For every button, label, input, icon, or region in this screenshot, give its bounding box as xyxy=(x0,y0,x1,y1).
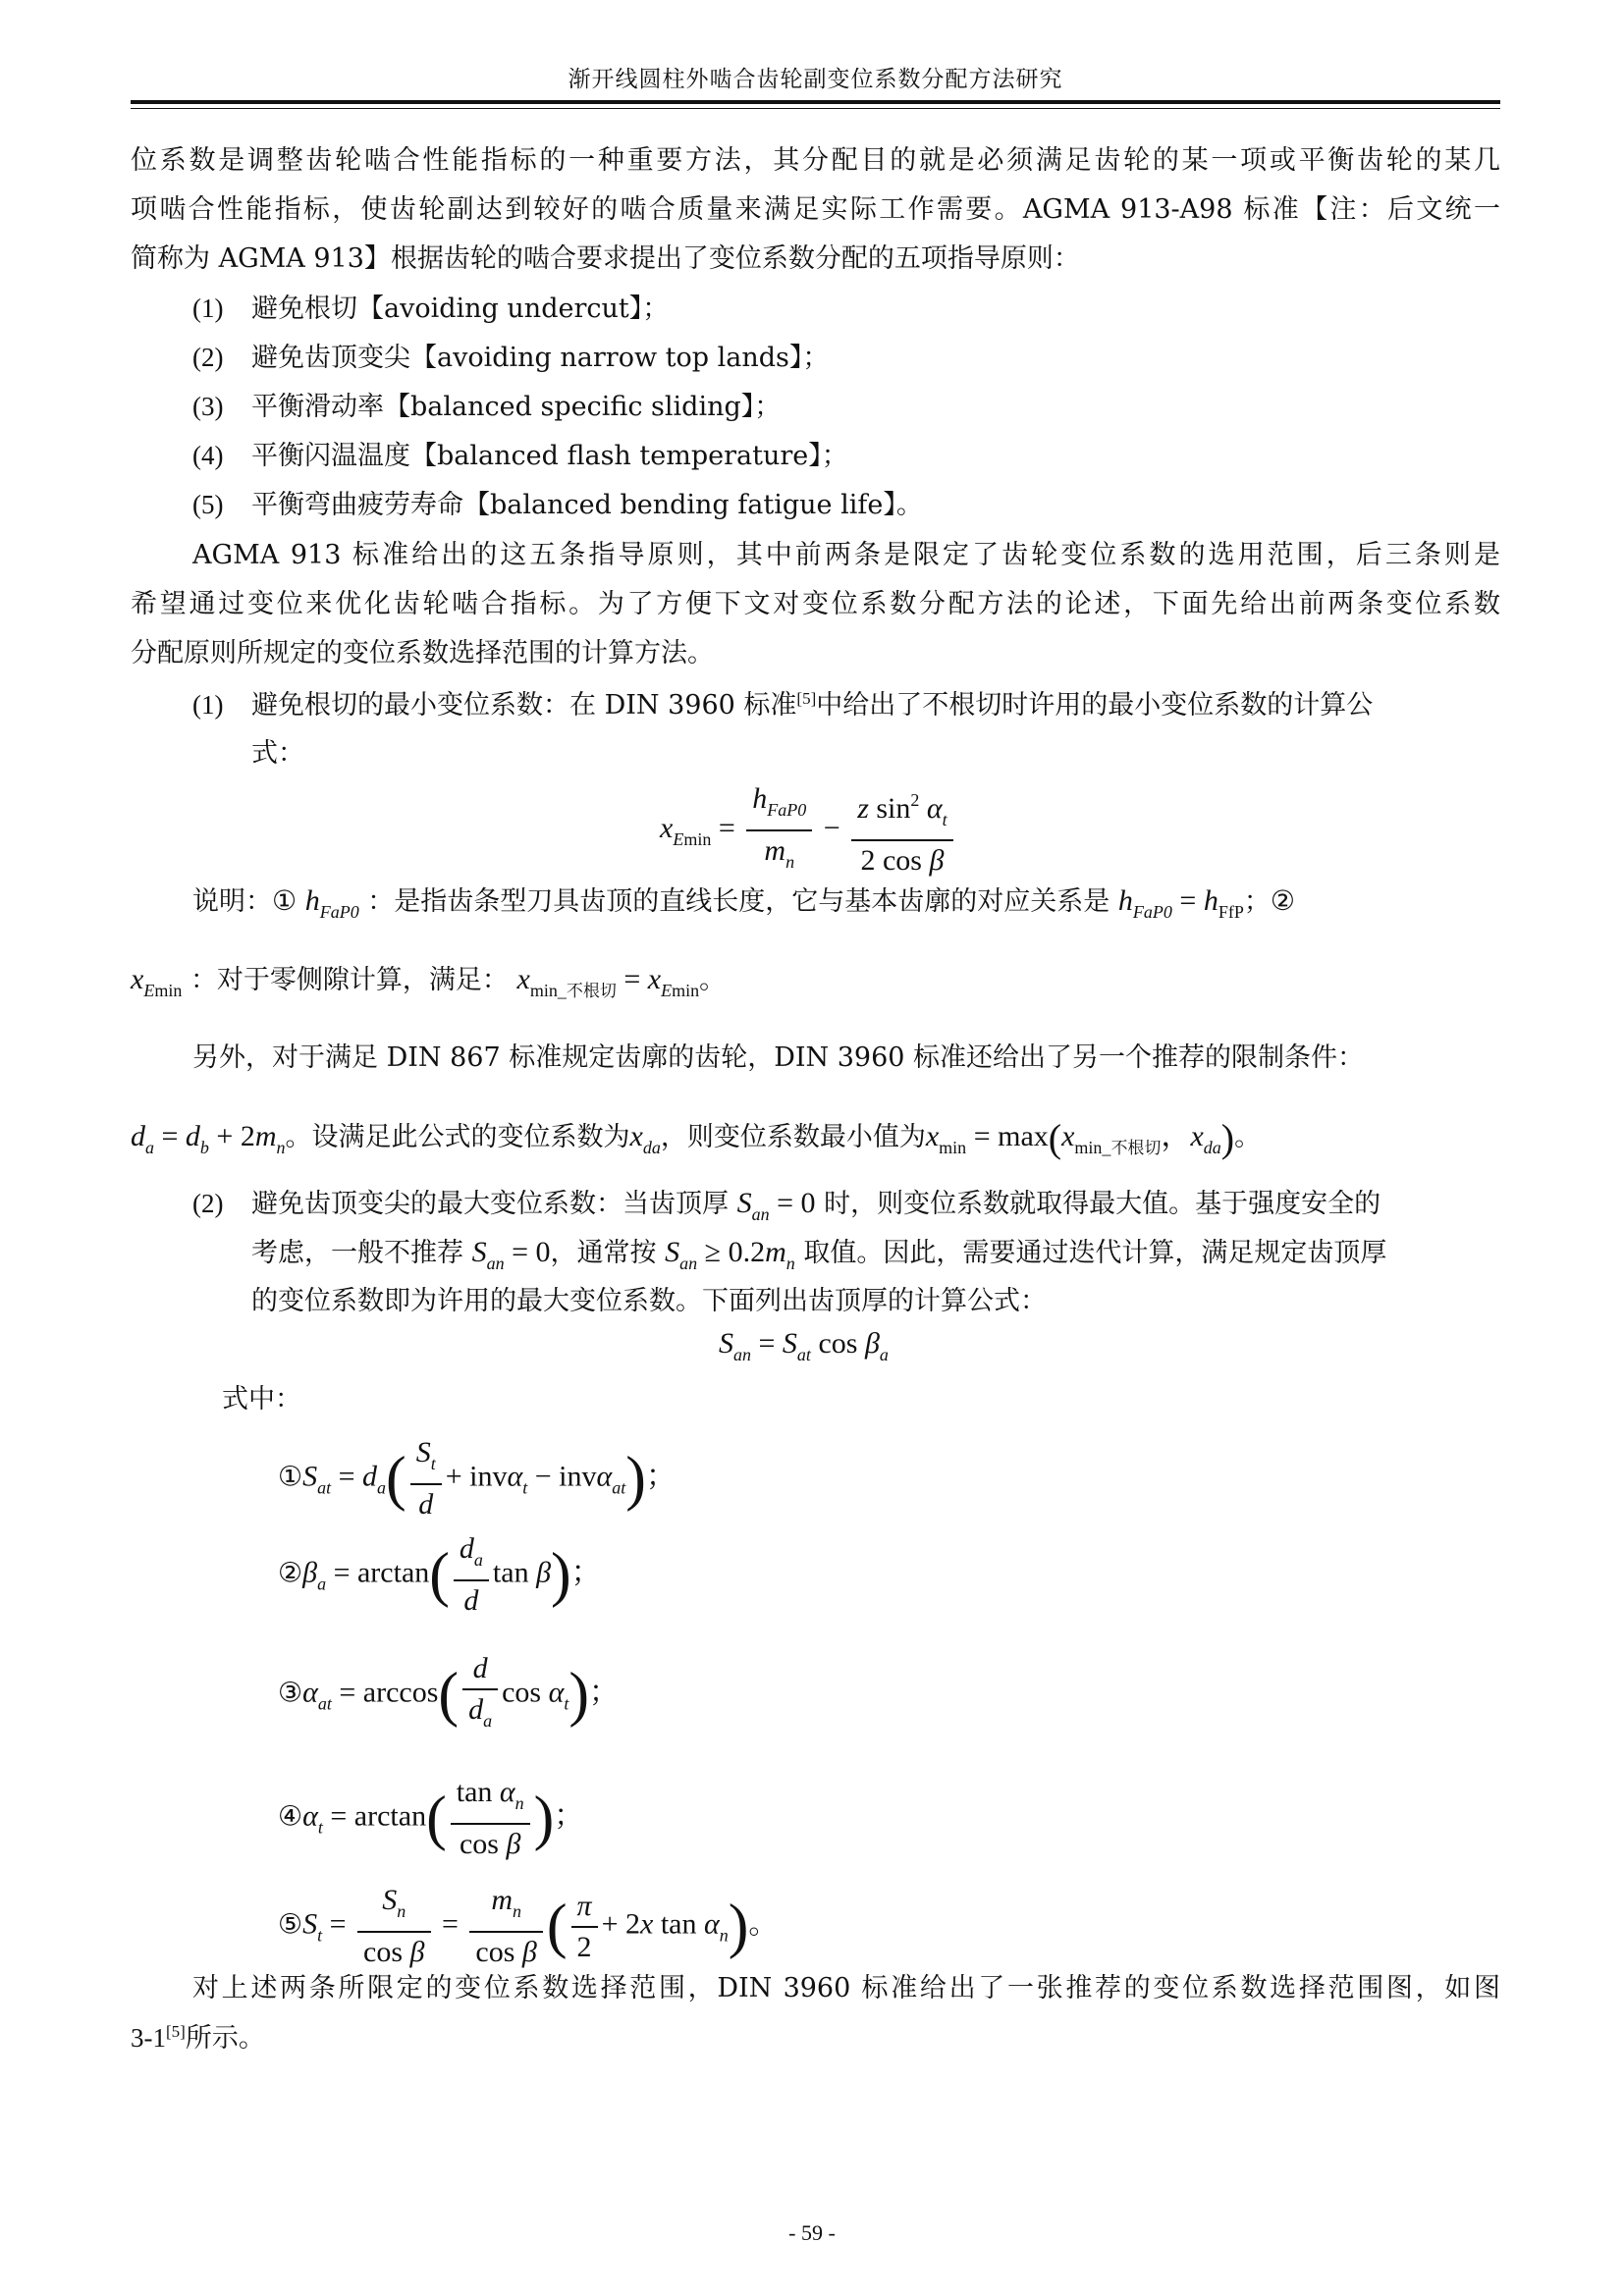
principle-text: 平衡闪温温度【balanced flash temperature】； xyxy=(251,441,848,471)
frac-pi-2: $\frac{\pi}{2}$ xyxy=(571,1889,598,1965)
item2-text-b: 时，则变位系数就取得最大值。基于强度安全的 xyxy=(824,1189,1381,1219)
principle-text: 避免根切【avoiding undercut】； xyxy=(251,294,670,324)
item2-line-2 xyxy=(251,1235,1386,1281)
formula-alpha-t: $④\alpha_t = \arctan$( $\frac{\tan \alpha_n}{\text{cos β}}$ )； xyxy=(278,1776,584,1860)
formula-st: $⑤S_t$ = $\frac{S_n}{\text{cos β}}$ = $\frac{m_n}{\text{cos β}}$ ( $\frac{\pi}{2}$ + 2x $\tan \alpha_n$)。 xyxy=(278,1884,779,1968)
item1-line-1 xyxy=(192,687,1500,723)
circled-mark: ② xyxy=(278,1556,303,1589)
circled-mark: ⑤ xyxy=(278,1907,303,1941)
note-end: 。 xyxy=(699,965,727,995)
note-sep: ； xyxy=(1243,886,1271,917)
frac-d-da: $\frac{d}{d_a}$ xyxy=(462,1651,498,1738)
para3-line-2 xyxy=(131,1116,1262,1166)
intro-line-2: 项啮合性能指标，使齿轮副达到较好的啮合质量来满足实际工作需要。AGMA 913-A98 标准【注：后文统一 xyxy=(131,194,1500,225)
intro-line-1: 位系数是调整齿轮啮合性能指标的一种重要方法，其分配目的就是必须满足齿轮的某一项或平衡齿轮的某几 xyxy=(131,145,1500,176)
where-label: 式中： xyxy=(222,1384,301,1415)
principle-num: (3) xyxy=(192,392,224,421)
principle-num: (2) xyxy=(192,343,224,372)
formula-xemin: $x_{Emin}$ = $\frac{h_{FaP0}}{m_n}$ − $\frac{z \sin^2 \alpha_t}{\text{2 cos β}}$ xyxy=(660,781,957,880)
para2-line-2: 希望通过变位来优化齿轮啮合指标。为了方便下文对变位系数分配方法的论述，下面先给出前两条变位系数 xyxy=(131,589,1500,619)
page-number: - 59 - xyxy=(788,2220,836,2245)
principle-2 xyxy=(192,340,829,376)
item2-text-d: ，通常按 xyxy=(550,1238,657,1268)
principle-num: (4) xyxy=(192,441,224,470)
principle-5 xyxy=(192,487,923,523)
header-rule-thin xyxy=(131,108,1500,109)
item2-text-e: 取值。因此，需要通过迭代计算，满足规定齿顶厚 xyxy=(803,1238,1387,1268)
para2-line-1: AGMA 913 标准给出的这五条指导原则，其中前两条是限定了齿轮变位系数的选用范围，后三条则是 xyxy=(192,540,1500,570)
math-xemin: $x_{Emin}$ xyxy=(131,963,183,1000)
math-xmin-max: $x_{min} = \max(x_{min\_不根切}$，$x_{da}$) xyxy=(925,1116,1235,1161)
math-da-eq: $d_a = d_b + 2m_n$ xyxy=(131,1120,286,1157)
item2-line-1 xyxy=(192,1186,1500,1232)
item1-text-a: 避免根切的最小变位系数：在 DIN 3960 标准 xyxy=(251,690,797,721)
principle-1 xyxy=(192,291,669,327)
principle-text: 平衡滑动率【balanced specific sliding】； xyxy=(251,392,782,422)
closing-text: 所示。 xyxy=(185,2023,265,2054)
frac-tan-cos: $\frac{\tan \alpha_n}{\text{cos β}}$ xyxy=(451,1775,530,1862)
frac-st-d: $\frac{S_t}{d}$ xyxy=(410,1435,442,1522)
circled-mark: ④ xyxy=(278,1799,303,1833)
header-rule-thick xyxy=(131,100,1500,104)
principle-text: 平衡弯曲疲劳寿命【balanced bending fatigue life】。 xyxy=(251,490,923,520)
note1-line-2 xyxy=(131,962,726,1009)
para2-line-3: 分配原则所规定的变位系数选择范围的计算方法。 xyxy=(131,638,714,668)
math-xda: $x_{da}$ xyxy=(629,1120,661,1157)
note-prefix: 说明： xyxy=(192,886,272,917)
note1-line-1 xyxy=(192,883,1500,930)
note-text-1: ：是指齿条型刀具齿顶的直线长度，它与基本齿廓的对应关系是 xyxy=(367,886,1110,917)
math-san-eq-0: $S_{an} = 0$ xyxy=(736,1187,816,1224)
item2-line-3: 的变位系数即为许用的最大变位系数。下面列出齿顶厚的计算公式： xyxy=(251,1286,1047,1316)
closing-line-1: 对上述两条所限定的变位系数选择范围，DIN 3960 标准给出了一张推荐的变位系数选择范围图，如图 xyxy=(192,1973,1500,2003)
item1-line-2: 式： xyxy=(251,738,304,769)
circled-mark: ③ xyxy=(278,1676,303,1709)
principle-4 xyxy=(192,438,848,474)
formula-sat: $①S_{at} = d_a$( $\frac{S_t}{d}$ + invα$_t$ − invα$_{at}$)； xyxy=(278,1436,676,1521)
principle-num: (1) xyxy=(192,294,224,323)
closing-line-2 xyxy=(131,2020,265,2056)
principle-num: (5) xyxy=(192,490,224,519)
frac-da-d: $\frac{d_a}{d}$ xyxy=(454,1531,489,1619)
frac-zsin-2cos: $\frac{z \sin^2 \alpha_t}{\text{2 cos β}}$ xyxy=(851,782,952,879)
item1-text-b: 中给出了不根切时许用的最小变位系数的计算公 xyxy=(816,690,1374,721)
math-san-eq-0: $S_{an} = 0$ xyxy=(471,1236,551,1273)
para3-end: 。 xyxy=(1234,1122,1262,1152)
para3-text-a: 。设满足此公式的变位系数为 xyxy=(285,1122,630,1152)
item2-num: (2) xyxy=(192,1189,224,1218)
running-header: 渐开线圆柱外啮合齿轮副变位系数分配方法研究 xyxy=(568,67,1063,92)
note-text-2: ：对于零侧隙计算，满足： xyxy=(189,965,509,995)
item1-num: (1) xyxy=(192,690,224,720)
para3-line-1: 另外，对于满足 DIN 867 标准规定齿廓的齿轮，DIN 3960 标准还给出了另一个推荐的限制条件： xyxy=(192,1042,1365,1073)
math-xmin-no-undercut: $x_{min\_不根切} = x_{Emin}$ xyxy=(516,963,700,1001)
item2-text-c: 考虑，一般不推荐 xyxy=(251,1238,463,1268)
circled-mark: ① xyxy=(278,1460,303,1493)
math-hfap0-eq-hffp: $h_{FaP0} = h_{FfP}$ xyxy=(1117,884,1244,922)
math-san-ge: $S_{an} \ge 0.2m_n$ xyxy=(665,1236,795,1273)
principle-3 xyxy=(192,389,781,425)
closing-ref: [5] xyxy=(166,2022,186,2041)
frac-hfap0-mn: $\frac{h_{FaP0}}{m_n}$ xyxy=(746,781,812,880)
formula-beta-a: $②\beta_a = \arctan$( $\frac{d_a}{d}$ tan β)； xyxy=(278,1532,601,1617)
formula-alpha-at: $③\alpha_{at} = \arccos$( $\frac{d}{d_a}$ $\cos \alpha_t$)； xyxy=(278,1651,619,1738)
para3-text-b: ，则变位系数最小值为 xyxy=(660,1122,926,1152)
item1-ref: [5] xyxy=(796,689,817,708)
math-hfap0: $h_{FaP0}$ xyxy=(304,884,359,922)
frac-mn-cos: $\frac{m_n}{\text{cos β}}$ xyxy=(469,1883,542,1970)
figure-ref: 3-1 xyxy=(131,2023,166,2053)
circled-mark: ① xyxy=(272,884,298,917)
formula-san: $S_{an} = S_{at}$ $\cos \beta_a$ xyxy=(719,1327,889,1364)
frac-sn-cos: $\frac{S_n}{\text{cos β}}$ xyxy=(357,1883,430,1970)
intro-line-3: 简称为 AGMA 913】根据齿轮的啮合要求提出了变位系数分配的五项指导原则： xyxy=(131,243,1080,274)
item2-text-a: 避免齿顶变尖的最大变位系数：当齿顶厚 xyxy=(251,1189,729,1219)
circled-mark: ② xyxy=(1270,884,1295,917)
principle-text: 避免齿顶变尖【avoiding narrow top lands】； xyxy=(251,343,830,373)
